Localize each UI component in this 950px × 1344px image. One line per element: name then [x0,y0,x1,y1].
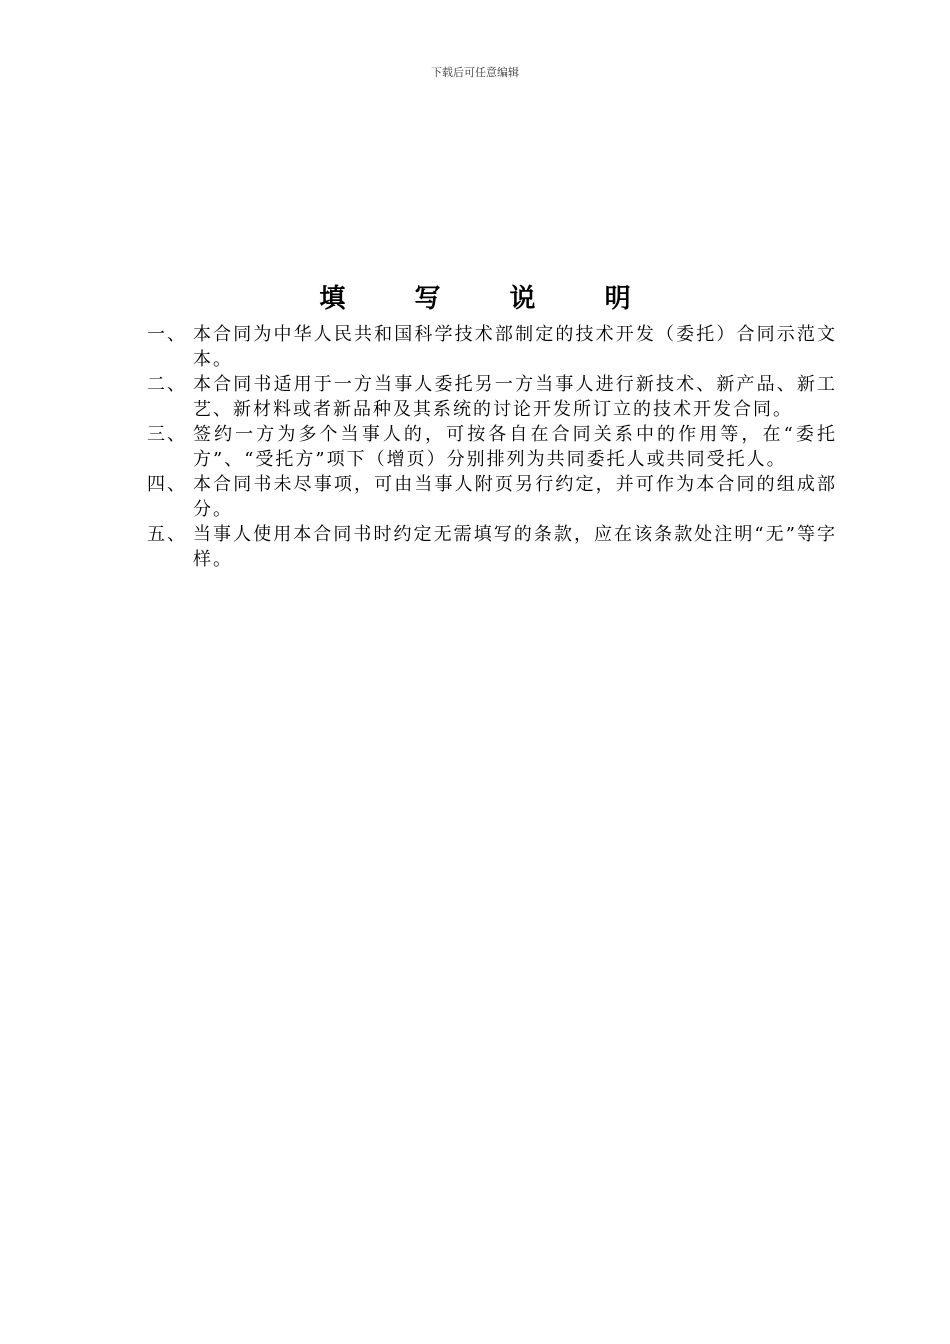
instruction-text: 本合同书适用于一方当事人委托另一方当事人进行新技术、新产品、新工艺、新材料或者新品种及其系统的讨论开发所订立的技术开发合同。 [193,374,837,420]
document-title: 填 写 说 明 [319,284,661,314]
instruction-number: 一、 [147,324,187,345]
instruction-text: 当事人使用本合同书时约定无需填写的条款，应在该条款处注明“无”等字样。 [193,524,837,570]
instruction-item-4 [147,472,837,522]
instruction-item-3 [147,422,837,472]
instruction-number: 四、 [147,474,187,495]
instruction-number: 五、 [147,524,187,545]
instruction-number: 三、 [147,424,187,445]
instruction-text: 本合同为中华人民共和国科学技术部制定的技术开发（委托）合同示范文本。 [193,324,837,370]
instruction-item-5 [147,522,837,572]
instruction-text: 本合同书未尽事项，可由当事人附页另行约定，并可作为本合同的组成部分。 [193,474,837,520]
instruction-item-2 [147,372,837,422]
instruction-text: 签约一方为多个当事人的，可按各自在合同关系中的作用等，在“委托方”、“受托方”项下（增页）分别排列为共同委托人或共同受托人。 [193,424,837,470]
instruction-item-1 [147,322,837,372]
page-header-note: 下载后可任意编辑 [431,66,519,79]
instruction-list [147,322,837,572]
instruction-number: 二、 [147,374,187,395]
